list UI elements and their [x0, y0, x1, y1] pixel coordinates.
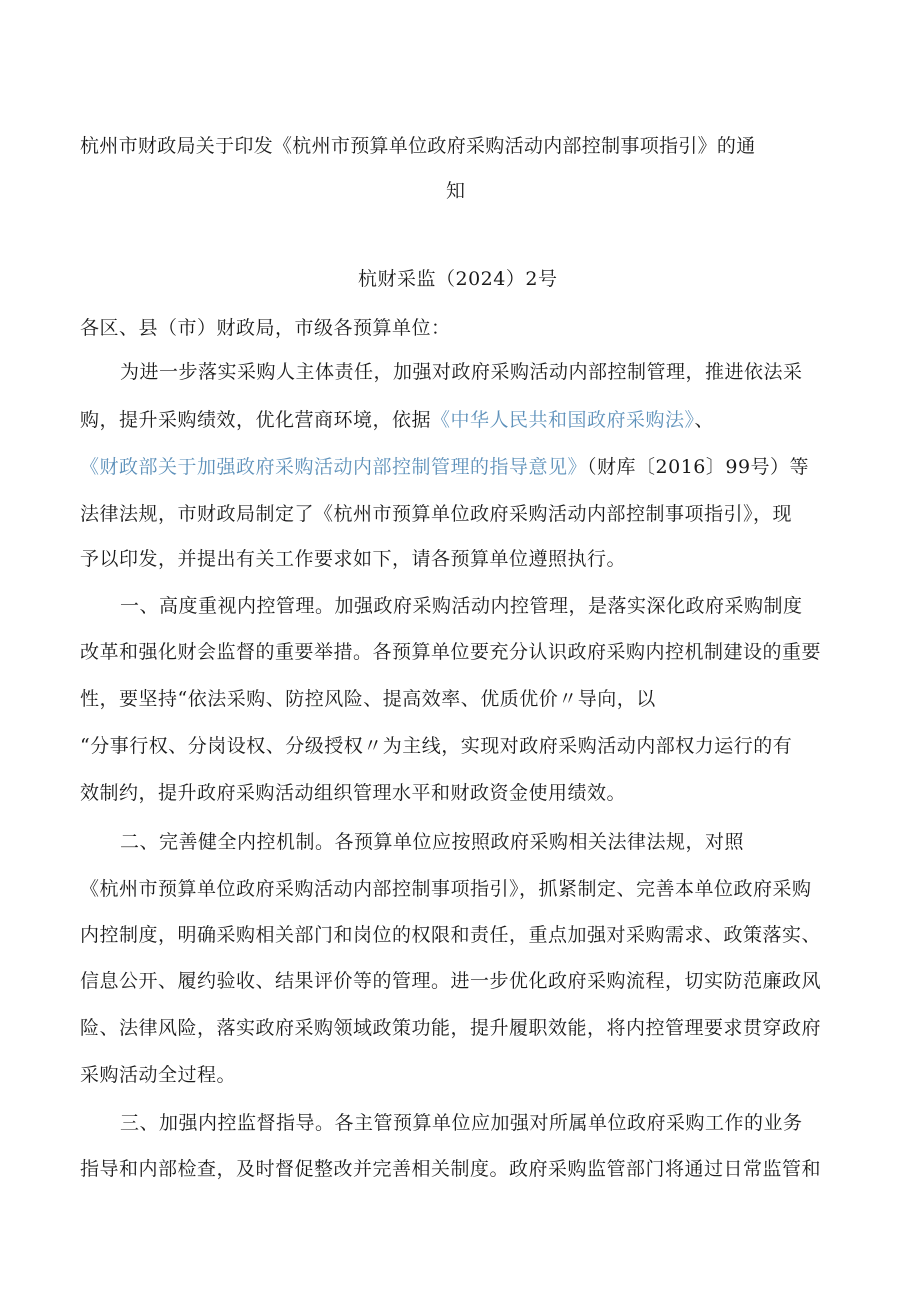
title-line-2: 知 [446, 180, 466, 202]
doc-number: 杭财采监（2024）2号 [358, 268, 558, 290]
guidance-opinion-link[interactable]: 《财政部关于加强政府采购活动内部控制管理的指导意见》 [80, 456, 588, 478]
section2-line-1: 二、完善健全内控机制。各预算单位应按照政府采购相关法律法规，对照 [120, 831, 745, 853]
procurement-law-link[interactable]: 《中华人民共和国政府采购法》 [431, 409, 695, 431]
section3-line-1: 三、加强内控监督指导。各主管预算单位应加强对所属单位政府采购工作的业务 [120, 1112, 803, 1134]
intro-line-1: 为进一步落实采购人主体责任，加强对政府采购活动内部控制管理，推进依法采 [120, 361, 803, 383]
intro-line-2 [80, 407, 714, 433]
section1-line-5: 效制约，提升政府采购活动组织管理水平和财政资金使用绩效。 [80, 782, 627, 804]
section3-line-2: 指导和内部检查，及时督促整改并完善相关制度。政府采购监管部门将通过日常监管和 [80, 1158, 822, 1180]
intro-line-3-tail: （财库〔2016〕99号）等 [587, 456, 810, 478]
addressee: 各区、县（市）财政局，市级各预算单位： [80, 317, 451, 339]
section1-line-2: 改革和强化财会监督的重要举措。各预算单位要充分认识政府采购内控机制建设的重要 [80, 641, 822, 663]
section2-line-3: 内控制度，明确采购相关部门和岗位的权限和责任，重点加强对采购需求、政策落实、 [80, 924, 822, 946]
intro-line-3 [80, 454, 809, 480]
title-line-1: 杭州市财政局关于印发《杭州市预算单位政府采购活动内部控制事项指引》的通 [80, 135, 756, 157]
section1-line-4: “分事行权、分岗设权、分级授权〃为主线，实现对政府采购活动内部权力运行的有 [80, 735, 793, 757]
section1-line-3: 性，要坚持“依法采购、防控风险、提高效率、优质优价〃导向，以 [80, 688, 656, 710]
section1-line-1: 一、高度重视内控管理。加强政府采购活动内控管理，是落实深化政府采购制度 [120, 595, 803, 617]
section2-line-6: 采购活动全过程。 [80, 1064, 237, 1086]
intro-line-5: 予以印发，并提出有关工作要求如下，请各预算单位遵照执行。 [80, 548, 627, 570]
section2-line-5: 险、法律风险，落实政府采购领域政策功能，提升履职效能，将内控管理要求贯穿政府 [80, 1017, 822, 1039]
intro-line-2-tail: 、 [694, 409, 715, 431]
section2-line-4: 信息公开、履约验收、结果评价等的管理。进一步优化政府采购流程，切实防范廉政风 [80, 970, 822, 992]
section2-line-2: 《杭州市预算单位政府采购活动内部控制事项指引》，抓紧制定、完善本单位政府采购 [80, 878, 812, 900]
intro-line-2-text: 购，提升采购绩效，优化营商环境，依据 [80, 409, 432, 431]
intro-line-4: 法律法规，市财政局制定了《杭州市预算单位政府采购活动内部控制事项指引》，现 [80, 503, 793, 525]
